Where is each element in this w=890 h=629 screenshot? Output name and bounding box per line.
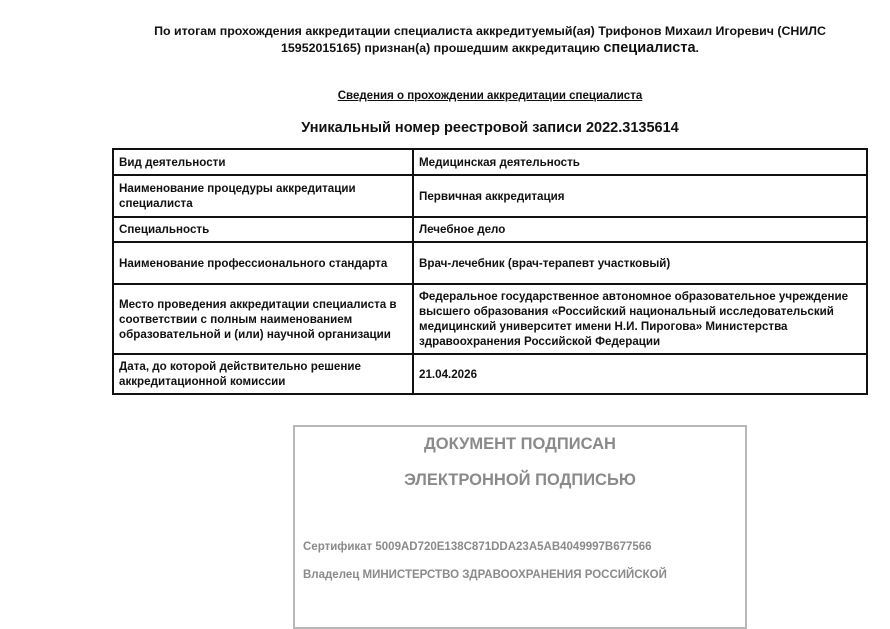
row-label: Место проведения аккредитации специалиста в соответствии с полным наименованием образовательной и (или) научной организации: [113, 284, 413, 354]
row-label: Вид деятельности: [113, 149, 413, 175]
row-value: Врач-лечебник (врач-терапевт участковый): [413, 242, 867, 284]
table-row: [113, 284, 867, 354]
section-title: Сведения о прохождении аккредитации специалиста: [337, 90, 643, 102]
table-row: [113, 149, 867, 175]
table-row: [113, 242, 867, 284]
table-row: [113, 175, 867, 217]
row-value: 21.04.2026: [413, 354, 867, 394]
statement-end: .: [695, 41, 699, 55]
electronic-signature-stamp: [293, 425, 747, 629]
row-value: Лечебное дело: [413, 217, 867, 242]
row-value: Медицинская деятельность: [413, 149, 867, 175]
row-value: Первичная аккредитация: [413, 175, 867, 217]
row-label: Дата, до которой действительно решение аккредитационной комиссии: [113, 354, 413, 394]
accreditation-statement: [140, 23, 840, 57]
statement-emphasis: специалиста: [603, 40, 696, 56]
row-label: Специальность: [113, 217, 413, 242]
table-row: [113, 354, 867, 394]
row-label: Наименование профессионального стандарта: [113, 242, 413, 284]
certificate-owner: Владелец МИНИСТЕРСТВО ЗДРАВООХРАНЕНИЯ РОССИЙСКОЙ: [303, 569, 667, 581]
stamp-title-line1: ДОКУМЕНТ ПОДПИСАН: [424, 435, 616, 453]
table-row: [113, 217, 867, 242]
statement-text: По итогам прохождения аккредитации специалиста аккредитуемый(ая) Трифонов Михаил Игоревич (СНИЛС 15952015165) признан(а) прошедшим аккредитацию: [154, 24, 826, 55]
stamp-title-line2: ЭЛЕКТРОННОЙ ПОДПИСЬЮ: [404, 471, 636, 489]
certificate-number: Сертификат 5009AD720E138C871DDA23A5AB4049997B677566: [303, 541, 652, 553]
row-label: Наименование процедуры аккредитации специалиста: [113, 175, 413, 217]
accreditation-table: [112, 148, 868, 395]
registry-number: Уникальный номер реестровой записи 2022.3135614: [301, 120, 679, 136]
row-value: Федеральное государственное автономное образовательное учреждение высшего образования «Российский национальный исследовательский медицинский университет имени Н.И. Пирогова» Министерства здравоохранения Российской Федерации: [413, 284, 867, 354]
